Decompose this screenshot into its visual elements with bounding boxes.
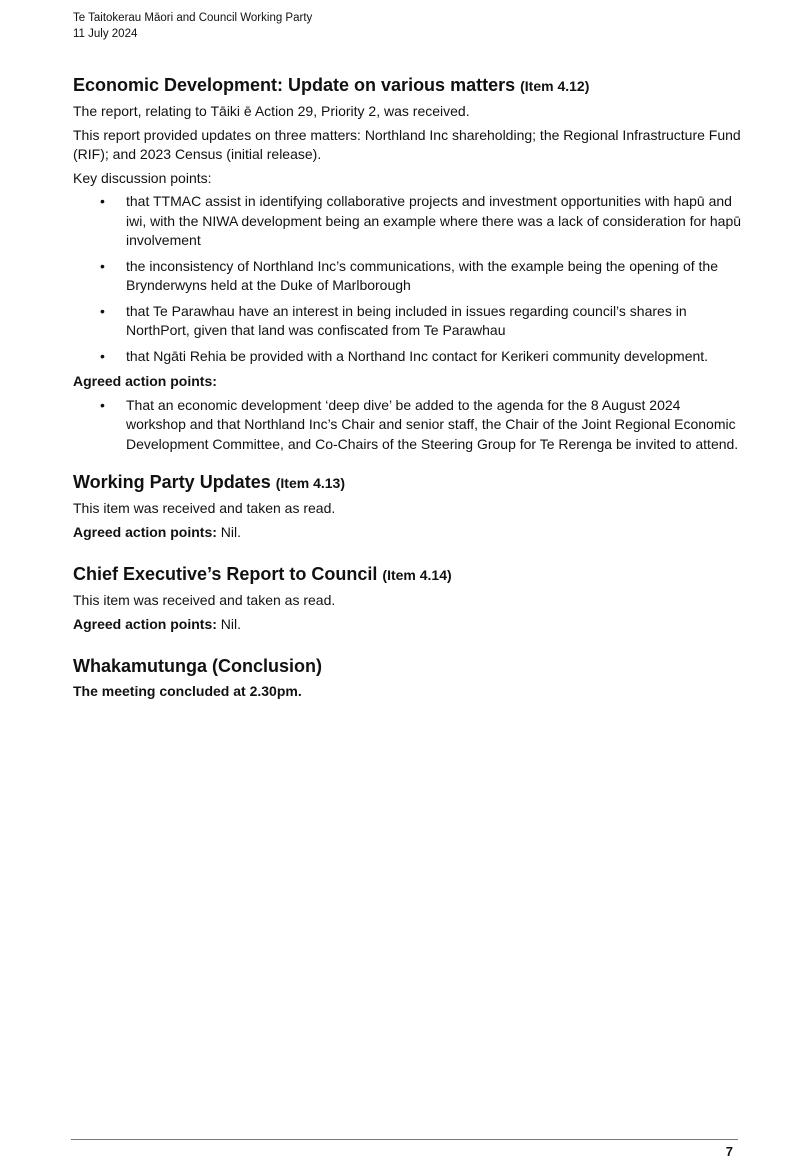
list-item: • that Te Parawhau have an interest in being included in issues regarding council’s shares in NorthPort, given that land was confiscated from Te Parawhau <box>126 302 743 341</box>
paragraph: The report, relating to Tāiki ē Action 29, Priority 2, was received. <box>73 103 470 119</box>
agreed-action-label: Agreed action points: <box>73 373 217 389</box>
agreed-action-line <box>73 523 743 543</box>
section-heading <box>73 73 743 98</box>
header-date: 11 July 2024 <box>73 28 138 40</box>
agreed-action-value: Nil. <box>216 615 242 632</box>
item-number: (Item 4.14) <box>382 567 452 583</box>
heading-text: Working Party Updates <box>73 472 271 492</box>
list-item: • That an economic development ‘deep dive’ be added to the agenda for the 8 August 2024 workshop and that Northland Inc’s Chair and senior staff, the Chair of the Joint Regional Economic Development Committee, and Co-Chairs of the Steering Group for Te Rerenga be invited to attend. <box>126 396 743 455</box>
section-heading <box>73 562 743 587</box>
document-header <box>73 10 312 42</box>
paragraph: This item was received and taken as read. <box>73 592 336 608</box>
list-item: • that TTMAC assist in identifying collaborative projects and investment opportunities with hapū and iwi, with the NIWA development being an example where there was a lack of consideration for hapū involvement <box>126 192 743 251</box>
page-number: 7 <box>725 1144 733 1159</box>
section-chief-executive-report <box>73 562 743 634</box>
agreed-action-line <box>73 615 743 635</box>
list-item: • that Ngāti Rehia be provided with a Northand Inc contact for Kerikeri community development. <box>126 347 743 367</box>
footer-divider <box>71 1139 738 1140</box>
section-working-party-updates <box>73 470 743 542</box>
heading-text: Chief Executive’s Report to Council <box>73 564 378 584</box>
agreed-action-label: Agreed action points: <box>73 615 217 632</box>
list-item: • the inconsistency of Northland Inc’s communications, with the example being the opening of the Brynderwyns held at the Duke of Marlborough <box>126 257 743 296</box>
paragraph: This item was received and taken as read. <box>73 500 336 516</box>
agreed-action-value: Nil. <box>216 523 242 540</box>
section-economic-development <box>73 73 743 454</box>
document-body <box>73 73 743 706</box>
section-heading: Whakamutunga (Conclusion) <box>73 656 322 676</box>
item-number: (Item 4.12) <box>520 78 590 94</box>
paragraph: This report provided updates on three matters: Northland Inc shareholding; the Regional Infrastructure Fund (RIF); and 2023 Census (initial release). <box>73 126 741 162</box>
key-discussion-label: Key discussion points: <box>73 169 212 186</box>
item-number: (Item 4.13) <box>275 475 345 491</box>
section-heading <box>73 470 743 495</box>
agreed-points-list <box>73 396 743 455</box>
header-party-name: Te Taitokerau Māori and Council Working Party <box>73 12 313 24</box>
agreed-action-label: Agreed action points: <box>73 523 217 540</box>
conclusion-text: The meeting concluded at 2.30pm. <box>73 683 302 699</box>
section-conclusion <box>73 654 743 702</box>
heading-text: Economic Development: Update on various matters <box>73 75 516 95</box>
discussion-points-list <box>73 192 743 366</box>
